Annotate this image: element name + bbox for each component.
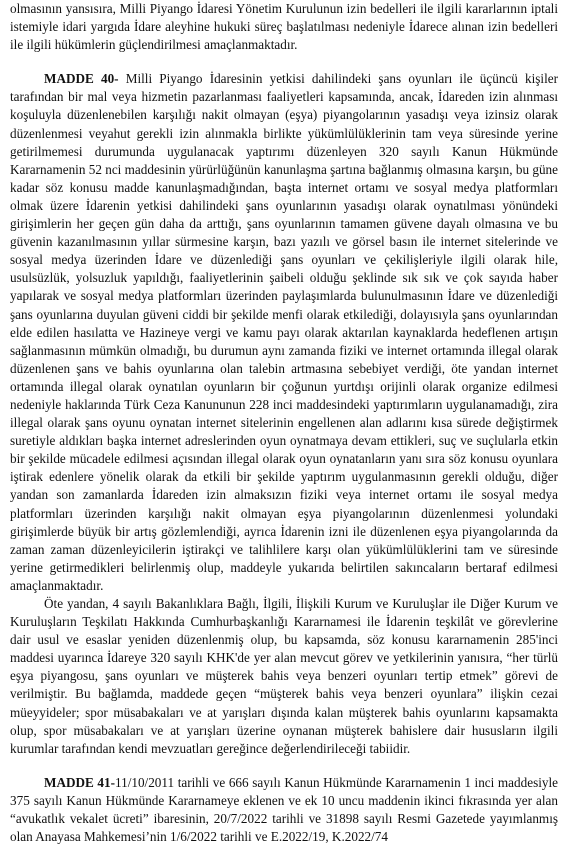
intro-paragraph: olmasının yansısıra, Milli Piyango İdaresi Yönetim Kurulunun izin bedelleri ile ilgili kararlarının iptali istemiyle idari yargıda İdare aleyhine hukuki süreç başlatılması nedeniyle İdarece alınan izin bedelleri ile ilgili hükümlerin güçlendirilmesi amaçlanmaktadır.	[10, 1, 558, 53]
madde-41-paragraph	[10, 774, 558, 846]
madde-40-paragraph	[10, 70, 558, 595]
madde-41-body: 11/10/2011 tarihli ve 666 sayılı Kanun Hükmünde Kararnamenin 1 inci maddesiyle 375 sayılı Kanun Hükmünde Kararnameye eklenen ve ek 10 uncu maddenin ikinci fıkrasında yer alan “avukatlık vekalet ücreti” ibaresinin, 20/7/2022 tarihli ve 31898 sayılı Resmi Gazetede yayımlanmış olan Anayasa Mahkemesi’nin 1/6/2022 tarihli ve E.2022/19, K.2022/74	[10, 774, 558, 845]
madde-40-title: MADDE 40-	[44, 71, 119, 87]
madde-41-title: MADDE 41-	[44, 774, 115, 790]
document-page	[10, 0, 558, 846]
madde-40-second-paragraph: Öte yandan, 4 sayılı Bakanlıklara Bağlı, İlgili, İlişkili Kurum ve Kuruluşlar ile Diğer Kurum ve Kuruluşların Teşkilatı Hakkında Cumhurbaşkanlığı Kararnamesi ile İdarenin teşkilât ve görevlerine dair usul ve esaslar yeniden düzenlenmiş olup, bu kapsamda, söz konusu kararnamenin 285'inci maddesi uyarınca İdareye 320 sayılı KHK'de yer alan mevcut görev ve yetkilerinin yanısıra, “her türlü eşya piyangosu, şans oyunları ve müşterek bahis veya benzeri oyunları tertip etmek” görevi de verilmiştir. Bu bağlamda, maddede geçen “müşterek bahis veya benzeri oyunlara” ilişkin cezai müeyyideler; spor müsabakaları ve at yarışları dışında kalan müşterek bahis oyunlarını kapsamakta olup, spor müsabakaları ve at yarışları üzerine oynanan müşterek bahislere dair hususların ilgili kurumlar tarafından kendi mevzuatları gereğince değerlendirileceği tabiidir.	[10, 596, 558, 756]
madde-40-body: Milli Piyango İdaresinin yetkisi dahilindeki şans oyunları ile üçüncü kişiler tarafından bir mal veya hizmetin pazarlanması faaliyetleri kapsamında, ancak, İdareden izin alınması koşuluyla düzenlenebilen karşılığı nakit olmayan (eşya) piyangolarının yasadışı veya izinsiz olarak düzenlenmesi veyahut gerekli izin alınmakla birlikte yükümlülüklerinin tam veya süresinde yerine getirilmemesi durumunda uygulanacak yaptırımı düzenleyen 320 sayılı Kanun Hükmünde Kararnamenin 52 nci maddesinin yürürlüğünün kanunlaşma şartına bağlanmış olmasına karşın, bu güne kadar söz konusu madde kanunlaşmadığından, başta internet ortamı ve sosyal medya platformları olmak üzere İdarenin yetkisi dahilindeki şans oyunlarının yasadışı olarak oynatılması yönündeki girişimlerin her geçen gün daha da arttığı, şans oyunlarının tamamen güvene dayalı olmasına ve bu güvenin kazanılmasının yıllar sürmesine karşın, bazı yazılı ve görsel basın ile internet sitelerinde ve sosyal medya üzerinden İdare ve düzenlediği şans oyunları ve çekilişleriyle ilgili olarak hile, usulsüzlük, yolsuzluk yapıldığı, faaliyetlerinin şaibeli olduğu şeklinde sık sık ve çok sayıda haber yapılarak ve sosyal medya platformları üzerinden paylaşımlarda bulunulmasının İdare ve düzenlediği şans oyunlarına duyulan güveni ciddi bir şekilde menfi olarak etkilediği, dolayısıyla şans oyunlarından elde edilen hasılatta ve Hazineye vergi ve kamu payı olarak aktarılan kaynaklarda hedeflenen artışın sağlanmasının mümkün olmadığı, bu durumun aynı zamanda fiziki ve internet ortamında illegal olarak düzenlenen şans ve bahis oyunlarına olan talebin artmasına sebebiyet verdiği, öte yandan internet ortamında illegal olarak oynatılan oyunların bir çoğunun yurtdışı orijinli olarak organize edilmesi nedeniyle haklarında Türk Ceza Kanununun 228 inci maddesindeki yaptırımların uygulanamadığı, zira illegal olarak şans oyunu oynatan internet sitelerinin engellenen alan adlarını kısa sürede değiştirmek suretiyle aldıkları başka internet adreslerinden oyun oynatmaya devam ettikleri, suç ve suçlularla etkin bir şekilde mücadele edilmesi açısından illegal olarak oyun oynatanların yanı sıra söz konusu oyunlara iştirak edenlere yönelik olarak da etkili bir şekilde yaptırım uygulanmasının gerekli olduğu, diğer yandan son zamanlarda İdareden izin almaksızın fiziki veya internet ortamı ile sosyal medya platformları üzerinden karşılığı nakit olmayan eşya piyangolarının düzenlenmesi yolundaki girişimlerde büyük bir artış gözlemlendiği, ayrıca İdarenin izni ile düzenlenen eşya piyangolarında da zaman zaman düzenleyicilerin iştirakçi ve talihlilere karşı olan yükümlülüklerini tam ve süresinde yerine getirmedikleri belirlenmiş olup, maddeyle yukarıda belirtilen sakıncaların bertaraf edilmesi amaçlanmaktadır.	[10, 71, 559, 593]
